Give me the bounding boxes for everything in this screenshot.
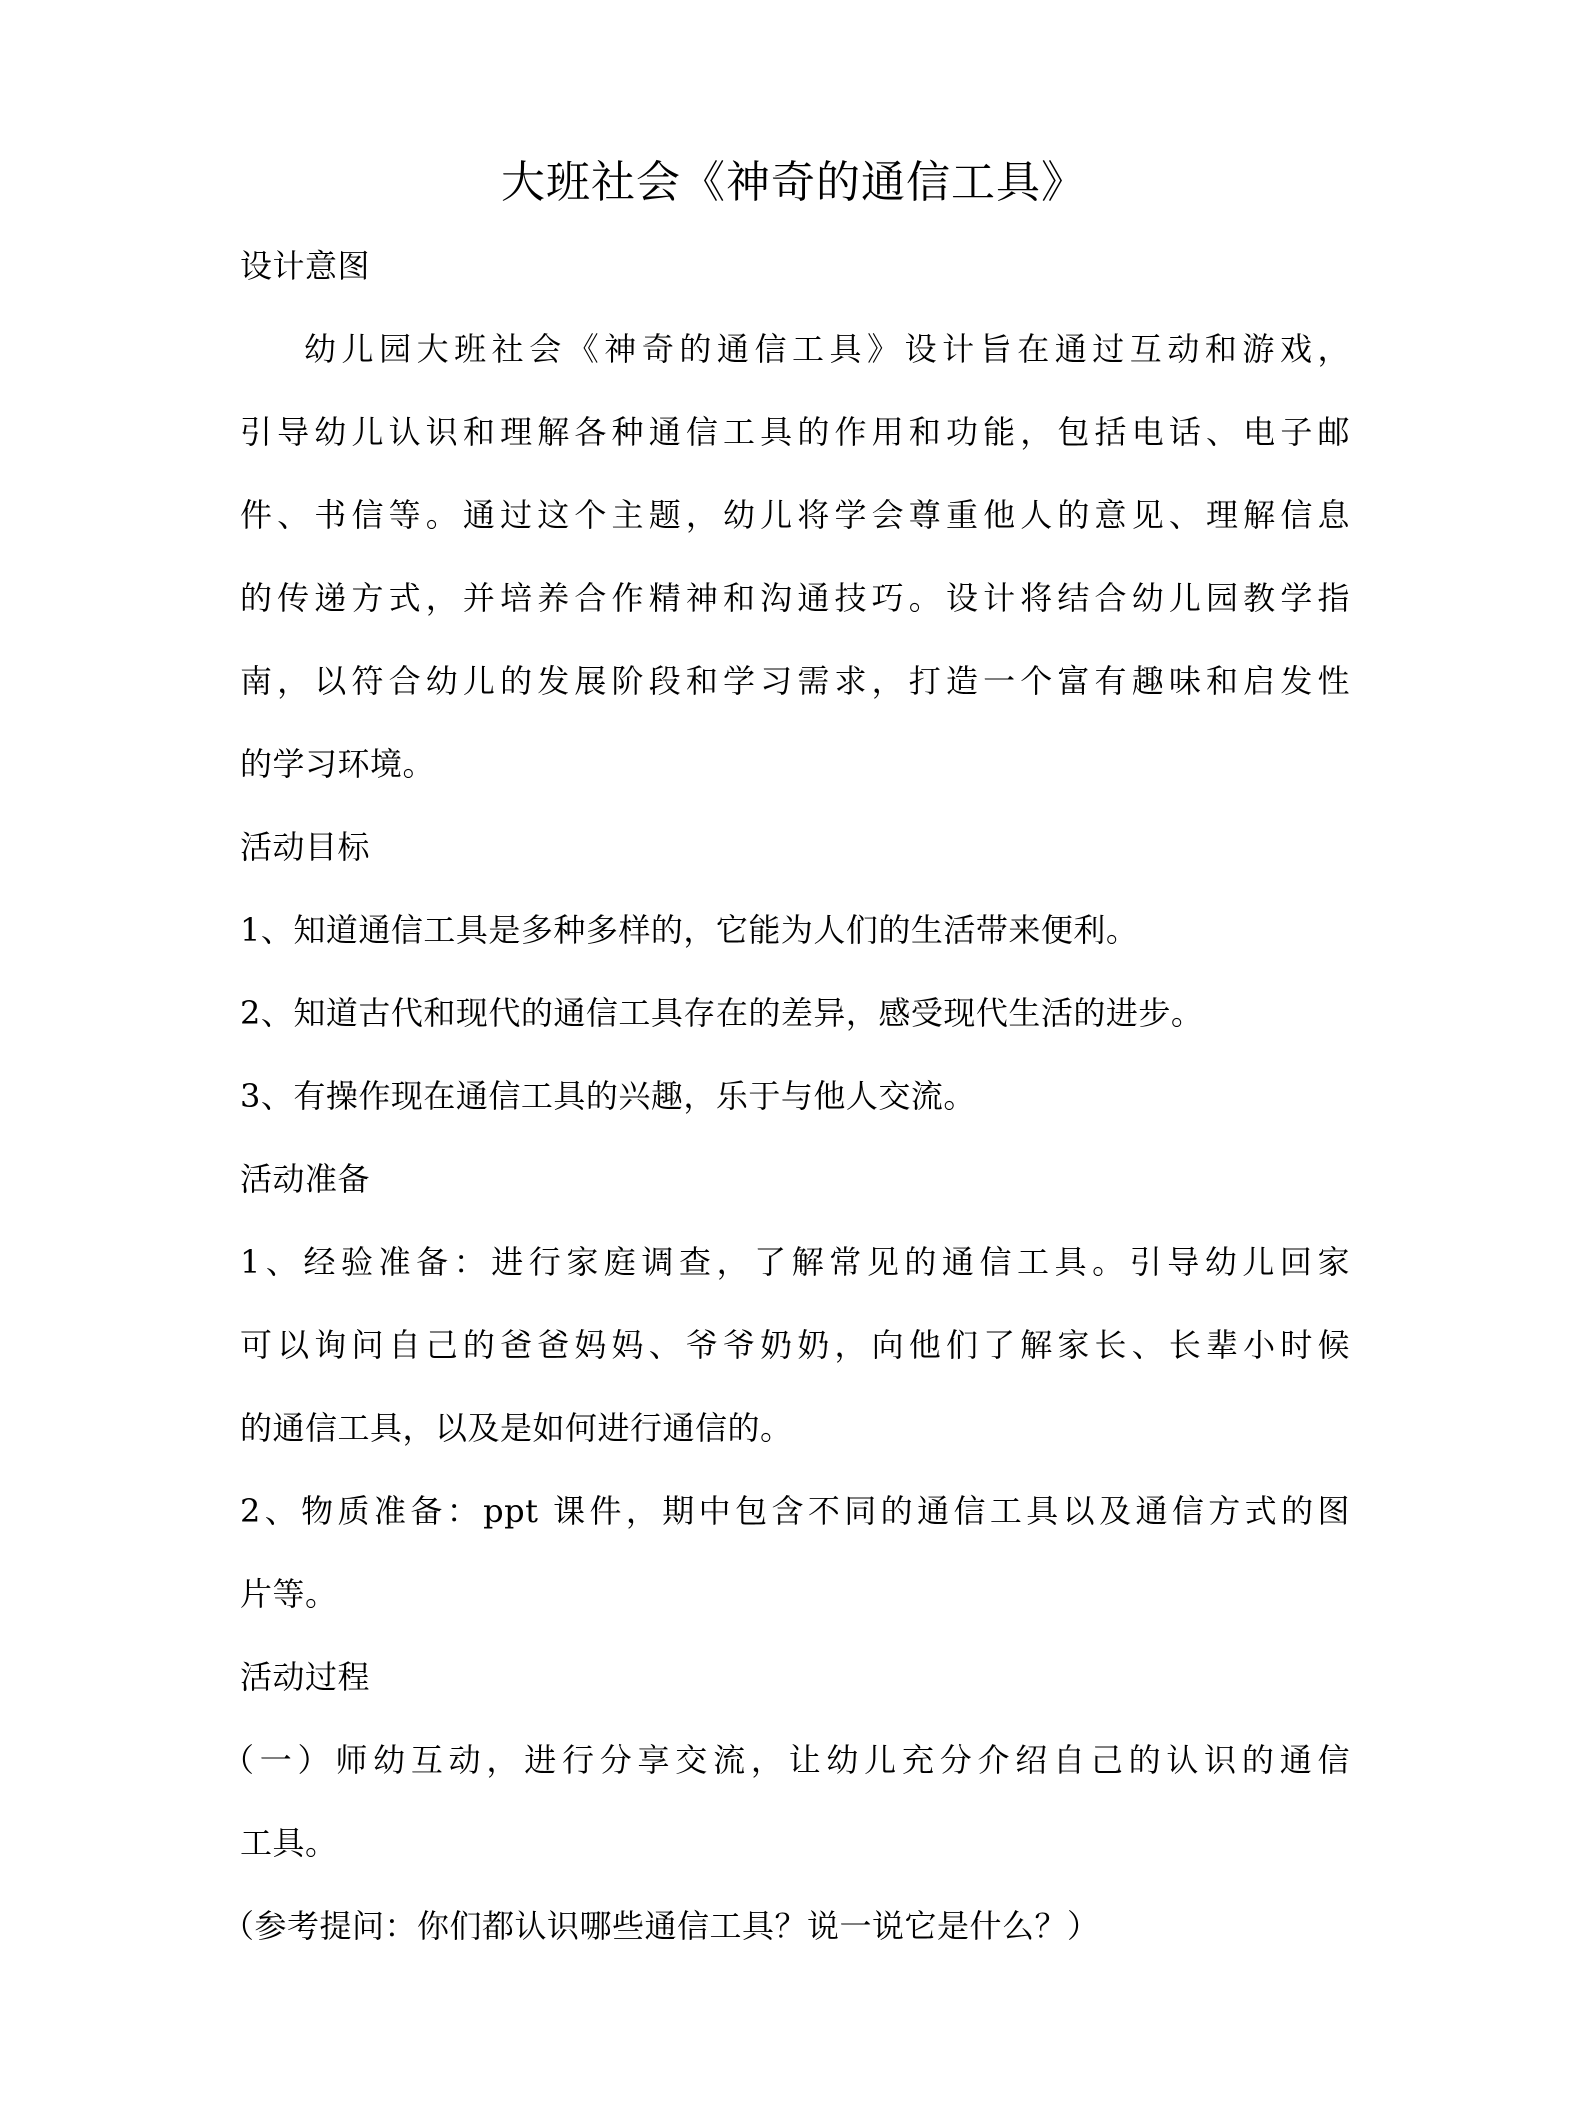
section-heading-goals: 活动目标 bbox=[240, 828, 371, 866]
paragraph-line: 引导幼儿认识和理解各种通信工具的作用和功能，包括电话、电子邮 bbox=[240, 413, 1350, 451]
section-heading-process: 活动过程 bbox=[240, 1658, 371, 1696]
document-title: 大班社会《神奇的通信工具》 bbox=[501, 157, 1086, 208]
process-line: （一）师幼互动，进行分享交流，让幼儿充分介绍自己的认识的通信 bbox=[222, 1741, 1350, 1779]
section-heading-preparation: 活动准备 bbox=[240, 1160, 371, 1198]
paragraph-line: 件、书信等。通过这个主题，幼儿将学会尊重他人的意见、理解信息 bbox=[240, 496, 1350, 534]
paragraph-line: 的学习环境。 bbox=[240, 745, 436, 783]
section-heading-design: 设计意图 bbox=[240, 247, 371, 285]
preparation-line: 2、物质准备：ppt 课件，期中包含不同的通信工具以及通信方式的图 bbox=[240, 1492, 1350, 1530]
process-line: （参考提问：你们都认识哪些通信工具？说一说它是什么？） bbox=[222, 1907, 1100, 1945]
goal-item: 2、知道古代和现代的通信工具存在的差异，感受现代生活的进步。 bbox=[240, 994, 1204, 1032]
preparation-line: 1、经验准备：进行家庭调查，了解常见的通信工具。引导幼儿回家 bbox=[240, 1243, 1350, 1281]
paragraph-line: 幼儿园大班社会《神奇的通信工具》设计旨在通过互动和游戏， bbox=[304, 330, 1350, 368]
paragraph-line: 南，以符合幼儿的发展阶段和学习需求，打造一个富有趣味和启发性 bbox=[240, 662, 1350, 700]
paragraph-line: 的传递方式，并培养合作精神和沟通技巧。设计将结合幼儿园教学指 bbox=[240, 579, 1350, 617]
goal-item: 1、知道通信工具是多种多样的，它能为人们的生活带来便利。 bbox=[240, 911, 1139, 949]
process-line: 工具。 bbox=[240, 1824, 338, 1862]
preparation-line: 片等。 bbox=[240, 1575, 338, 1613]
goal-item: 3、有操作现在通信工具的兴趣，乐于与他人交流。 bbox=[240, 1077, 976, 1115]
preparation-line: 的通信工具，以及是如何进行通信的。 bbox=[240, 1409, 793, 1447]
preparation-line: 可以询问自己的爸爸妈妈、爷爷奶奶，向他们了解家长、长辈小时候 bbox=[240, 1326, 1350, 1364]
